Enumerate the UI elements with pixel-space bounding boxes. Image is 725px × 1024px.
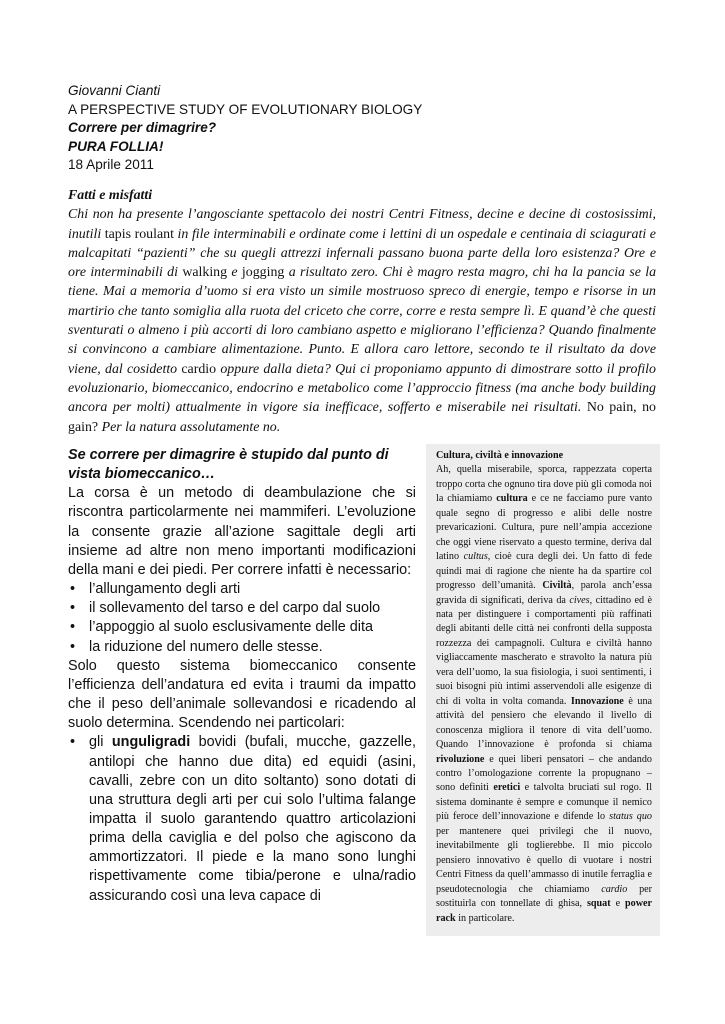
list-item xyxy=(68,733,416,905)
intro-text-2: in file interminabili e ordinate come i lettini di un ospedale e centinaia di sciagurati e malcapitati “pazienti” che su quegli attrezzi infernali passano buona parte della loro esistenza? Ore e ore interminabili di xyxy=(68,226,656,281)
document-header xyxy=(68,82,668,175)
intro-term-walking: walking xyxy=(182,265,228,281)
section-heading: Se correre per dimagrire è stupido dal punto di vista biomeccanico… xyxy=(68,447,389,483)
intro-section xyxy=(68,186,656,437)
article-date: 18 Aprile 2011 xyxy=(68,157,154,173)
list-item-text: il sollevamento del tarso e del carpo dal suolo xyxy=(89,600,381,617)
body-paragraph-2: Solo questo sistema biomeccanico consente l’efficienza dell’andatura ed evita i traumi da impatto che il peso dell’animale sollevandosi e ricadendo al suolo determina. Scendendo nei particolari: xyxy=(68,657,416,732)
list-item xyxy=(68,580,416,599)
intro-text-6: Per la natura assolutamente no. xyxy=(101,419,281,435)
sidebar-term-cardio: cardio xyxy=(601,883,628,895)
details-list xyxy=(68,733,416,905)
list-item xyxy=(68,618,416,637)
sidebar-term-civilta: Civiltà xyxy=(542,580,572,592)
intro-term-tapis: tapis roulant xyxy=(104,226,174,242)
sidebar-text: e talvolta bruciati sul rogo. Il sistema dominante è sempre e comunque il nemico più feroce dell’innovazione e difende lo xyxy=(436,782,653,823)
sidebar-text: , parola anch’essa gravida di significati, deriva da xyxy=(436,580,653,606)
sidebar-term-statusquo: status quo xyxy=(609,811,652,823)
detail-text-pre: gli xyxy=(89,734,104,751)
sidebar-box xyxy=(426,444,660,936)
sidebar-term-innovazione: Innovazione xyxy=(570,695,624,707)
bullet-icon: • xyxy=(70,734,76,751)
sidebar-text: è una attività del pensiero che elevando il livello di conoscenza migliora il tenore di vita dell’uomo. Quando l’innovazione è profonda si chiama xyxy=(436,695,653,751)
bullet-icon: • xyxy=(70,619,76,636)
sidebar-text: e quei liberi pensatori – che andando contro l’omologazione corrente la propugnano – sono definiti xyxy=(436,753,652,794)
list-item-text: l’allungamento degli arti xyxy=(89,581,241,598)
sidebar-text: , cioè cura degli dei. Un fatto di fede quindi mai di ragione che niente ha da spartire col progresso dell’umanità. xyxy=(436,551,652,592)
intro-term-jogging: jogging xyxy=(241,265,285,281)
sidebar-title: Cultura, civiltà e innovazione xyxy=(436,450,564,461)
body-paragraph-1: La corsa è un metodo di deambulazione che si riscontra particolarmente nei mammiferi. L’evoluzione la consente grazie all’azione sagittale degli arti insieme ad altre non meno importanti modificazioni della mani e dei piedi. Per correre infatti è necessario: xyxy=(68,485,416,578)
intro-term-nopain: No pain, no gain? xyxy=(68,400,656,435)
sidebar-term-cultus: cultus xyxy=(463,551,488,563)
intro-text-1: Chi non ha presente l’angosciante spettacolo dei nostri Centri Fitness, decine e decine di costosissimi, inutili xyxy=(68,207,656,242)
list-item-text: la riduzione del numero delle stesse. xyxy=(89,638,323,655)
bullet-icon: • xyxy=(70,581,76,598)
intro-text-5: oppure dalla dieta? Qui ci proponiamo appunto di dimostrare sotto il profilo evoluzionario, biomeccanico, endocrino e metabolico come l’approccio fitness (ma anche body building ancora per molti) attualmente in vigore sia inefficace, sofferto e miserabile nei risultati. xyxy=(68,361,656,416)
intro-text-3: e xyxy=(231,265,238,281)
bullet-icon: • xyxy=(70,638,76,655)
sidebar-term-cultura: cultura xyxy=(496,493,528,505)
author-name: Giovanni Cianti xyxy=(68,83,161,98)
intro-term-cardio: cardio xyxy=(181,361,217,377)
article-title: Correre per dimagrire? xyxy=(68,120,217,136)
sidebar-text: Ah, quella miserabile, sporca, rappezzata coperta troppo corta che ognuno tira dove più gli comoda noi la chiamiamo xyxy=(436,464,652,505)
intro-text-4: a risultato zero. Chi è magro resta magro, chi ha la pancia se la tiene. Mai a memoria d’uomo si era visto un simile mostruoso spreco di energie, tempo e risorse in un martirio che tanto somiglia alla ruota del criceto che corre, corre e resta sempre lì. E quand’è che questi sventurati o almeno i più accorti di loro cambiano aspetto e migliorano l’efficienza? Quando finalmente si convincono a cambiare alimentazione. Punto. E allora caro lettore, secondo te il risultato da dove viene, dal cosidetto xyxy=(68,265,657,377)
sidebar-text: , cittadino ed è nata per distinguere i comportamenti più raffinati degli abitanti delle città nei confronti della supposta rozzezza dei campagnoli. Cultura e civiltà hanno vigliaccamente mascherato e stravolto la natura più vera dell’uomo, la sua fisiologia, i suoi sentimenti, i suoi bisogni più intimi asservendoli alle esigenze di chi di volta in volta comanda. xyxy=(436,594,652,707)
list-item xyxy=(68,638,416,657)
sidebar-paragraph xyxy=(436,463,652,926)
requirements-list xyxy=(68,580,416,657)
bullet-icon: • xyxy=(70,600,76,617)
sidebar-term-cives: cives xyxy=(569,594,590,606)
list-item-text: l’appoggio al suolo esclusivamente delle dita xyxy=(89,619,373,636)
intro-title: Fatti e misfatti xyxy=(68,188,153,203)
sidebar-term-eretici: eretici xyxy=(493,782,521,794)
series-title: A PERSPECTIVE STUDY OF EVOLUTIONARY BIOLOGY xyxy=(68,101,423,117)
sidebar-text: e ce ne facciamo pure vanto quale segno di progresso e alibi delle nostre prevaricazioni. Cultura, pure nell’ampia accezione che oggi viene riservato a questo termine, deriva dal latino xyxy=(436,493,653,563)
sidebar-term-rivoluzione: rivoluzione xyxy=(436,753,485,765)
sidebar-text: e xyxy=(615,898,621,910)
article-subtitle: PURA FOLLIA! xyxy=(68,138,164,154)
list-item xyxy=(68,599,416,618)
sidebar-text: per sostituirla con tonnellate di ghisa, xyxy=(436,883,653,910)
sidebar-term-powerrack: power rack xyxy=(436,898,653,924)
detail-text-rest: bovidi (bufali, mucche, gazzelle, antilopi che hanno due dita) ed equidi (asini, cavalli, zebre con un dito soltanto) sono dotati di una struttura degli arti per cui solo l’ultima falange impatta il suolo garantendo quattro articolazioni prima della caviglia e del polso che agiscono da ammortizzatori. Il piede e la mano sono lunghi rispettivamente come tibia/perone e ulna/radio assicurando così una leva capace di xyxy=(89,734,416,904)
sidebar-text: in particolare. xyxy=(458,912,515,924)
sidebar-text: per mantenere quei privilegi che il nuovo, inevitabilmente gli toglierebbe. Il mio piccolo pensiero innovativo è quello di vuotare i nostri Centri Fitness da quell’ammasso di inutile ferraglia e pseudotecnologia che chiamiamo xyxy=(436,825,652,895)
intro-paragraph xyxy=(68,205,656,437)
detail-term-unguligradi: unguligradi xyxy=(111,734,191,751)
main-column xyxy=(68,446,416,906)
sidebar-term-squat: squat xyxy=(586,898,611,910)
